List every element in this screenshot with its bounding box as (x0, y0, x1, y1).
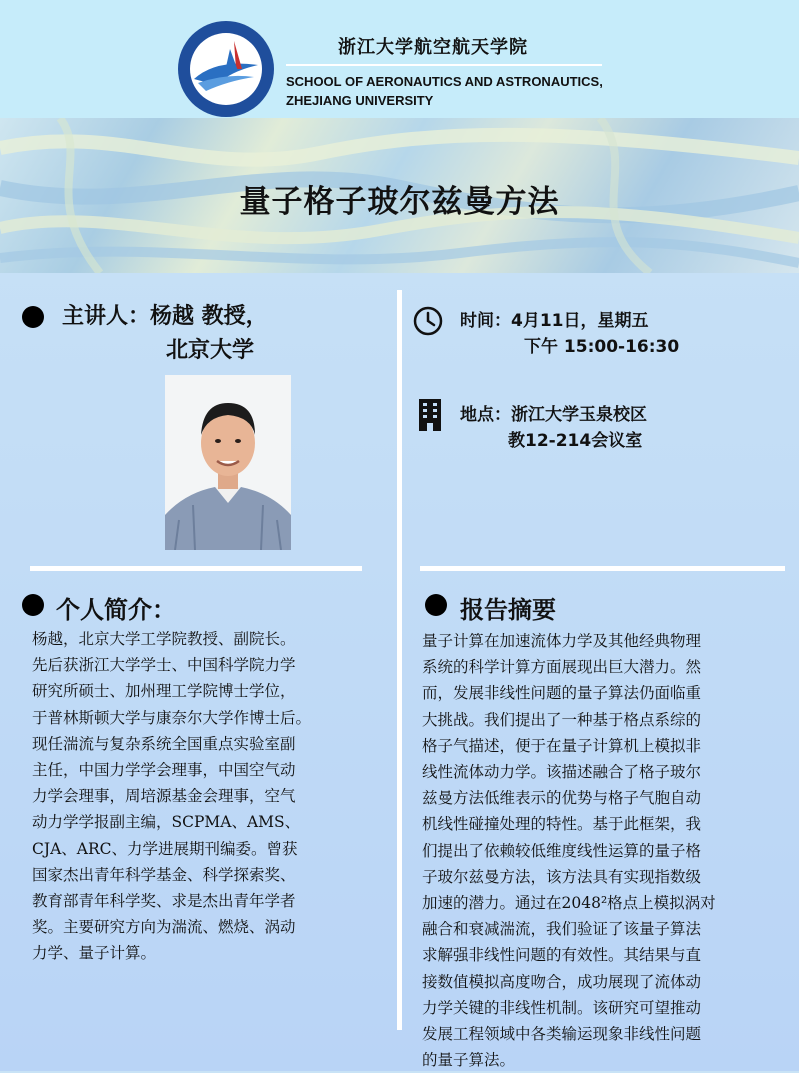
abstract-line: 而，发展非线性问题的量子算法仍面临重 (422, 684, 702, 703)
school-name-en-line2: ZHEJIANG UNIVERSITY (286, 93, 434, 108)
speaker-photo (165, 375, 291, 550)
abstract-line: 机线性碰撞处理的特性。基于此框架，我 (422, 815, 702, 834)
speaker-line1: 主讲人：杨越 教授， (62, 304, 268, 329)
location-info (460, 402, 647, 454)
abstract-line: 的量子算法。 (422, 1051, 516, 1070)
speaker-affiliation: 北京大学 (166, 338, 255, 363)
abstract-line: 线性流体动力学。该描述融合了格子玻尔 (422, 763, 702, 782)
time-info (460, 308, 679, 360)
bio-text (32, 626, 387, 967)
abstract-line: 加速的潜力。通过在2048²格点上模拟涡对 (422, 894, 716, 913)
abstract-line: 系统的科学计算方面展现出巨大潜力。然 (422, 658, 702, 677)
bio-line: 教育部青年科学奖、求是杰出青年学者 (32, 892, 296, 911)
location-room: 教12-214会议室 (508, 431, 643, 451)
bio-line: 力学、量子计算。 (32, 944, 157, 963)
right-section-divider (420, 566, 785, 571)
abstract-line: 量子计算在加速流体力学及其他经典物理 (422, 632, 702, 650)
abstract-text (422, 628, 792, 1073)
bio-line: 现任湍流与复杂系统全国重点实验室副 (32, 734, 296, 753)
abstract-heading: 报告摘要 (460, 596, 556, 624)
school-name-en-line1: SCHOOL OF AERONAUTICS AND ASTRONAUTICS, (286, 74, 603, 89)
location-campus: 地点：浙江大学玉泉校区 (460, 405, 647, 425)
building-icon (418, 398, 442, 432)
bio-line: 先后获浙江大学学士、中国科学院力学 (32, 656, 296, 675)
school-logo (176, 19, 276, 119)
speaker-info (62, 300, 268, 368)
bio-line: 杨越，北京大学工学院教授、副院长。 (32, 630, 296, 648)
abstract-line: 格子气描述，便于在量子计算机上模拟非 (422, 736, 702, 755)
abstract-line: 求解强非线性问题的有效性。其结果与直 (422, 946, 702, 965)
time-date: 时间：4月11日，星期五 (460, 311, 649, 331)
column-divider (397, 290, 402, 1030)
bullet-dot-icon (22, 594, 44, 616)
bio-heading: 个人简介： (56, 596, 176, 624)
header-divider (286, 64, 602, 66)
abstract-line: 子玻尔兹曼方法，该方法具有实现指数级 (422, 867, 702, 886)
bio-line: 主任，中国力学学会理事，中国空气动 (32, 761, 296, 780)
page-header (0, 0, 799, 118)
lecture-title: 量子格子玻尔兹曼方法 (239, 184, 560, 220)
bio-line: 力学会理事，周培源基金会理事，空气 (32, 787, 296, 806)
bio-line: 国家杰出青年科学基金、科学探索奖、 (32, 865, 296, 884)
bio-line: 动力学学报副主编，SCPMA、AMS、 (32, 813, 301, 832)
abstract-line: 兹曼方法低维表示的优势与格子气胞自动 (422, 789, 702, 808)
left-section-divider (30, 566, 362, 571)
bullet-dot-icon (425, 594, 447, 616)
bio-line: 于普林斯顿大学与康奈尔大学作博士后。 (32, 708, 312, 727)
abstract-line: 们提出了依赖较低维度线性运算的量子格 (422, 841, 702, 860)
abstract-line: 大挑战。我们提出了一种基于格点系综的 (422, 710, 702, 729)
clock-icon (413, 306, 443, 336)
school-name-cn: 浙江大学航空航天学院 (338, 37, 528, 58)
time-hours: 下午 15:00-16:30 (524, 337, 680, 357)
abstract-line: 发展工程领域中各类输运现象非线性问题 (422, 1025, 702, 1044)
bullet-dot-icon (22, 306, 44, 328)
abstract-line: 接数值模拟高度吻合，成功展现了流体动 (422, 972, 702, 991)
bio-line: 研究所硕士、加州理工学院博士学位， (32, 682, 296, 701)
bio-line: CJA、ARC、力学进展期刊编委。曾获 (32, 839, 298, 858)
abstract-line: 融合和衰减湍流，我们验证了该量子算法 (422, 920, 702, 939)
bio-line: 奖。主要研究方向为湍流、燃烧、涡动 (32, 918, 296, 937)
abstract-line: 力学关键的非线性机制。该研究可望推动 (422, 998, 702, 1017)
school-name-en (286, 72, 603, 110)
